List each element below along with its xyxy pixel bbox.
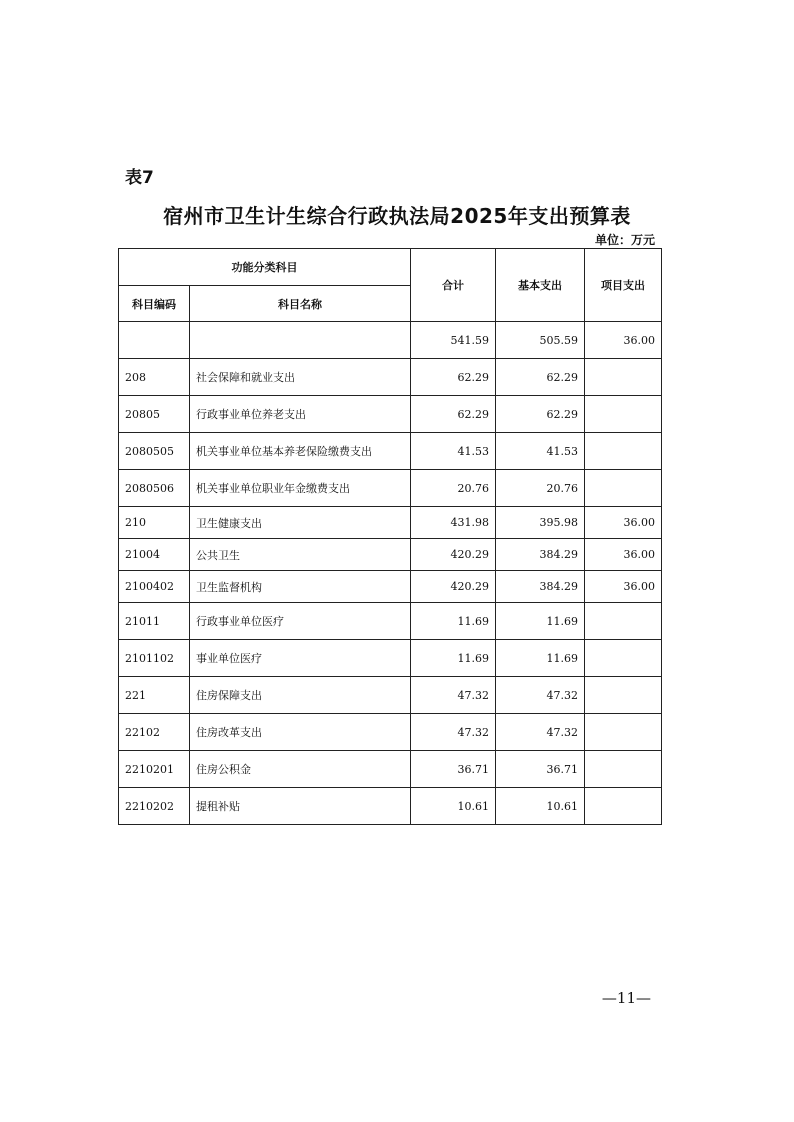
table-row [119,571,662,603]
table-row [119,640,662,677]
cell-name: 事业单位医疗 [190,640,411,677]
cell-code: 2080505 [119,433,190,470]
cell-project [585,470,662,507]
cell-project [585,433,662,470]
cell-code: 221 [119,677,190,714]
cell-name: 机关事业单位基本养老保险缴费支出 [190,433,411,470]
table-row [119,433,662,470]
cell-basic: 36.71 [496,751,585,788]
cell-name: 行政事业单位养老支出 [190,396,411,433]
table-row-total [119,322,662,359]
cell-name: 公共卫生 [190,539,411,571]
cell-basic: 47.32 [496,677,585,714]
cell-name [190,322,411,359]
header-subject-name: 科目名称 [190,286,411,322]
cell-total: 431.98 [411,507,496,539]
cell-basic: 395.98 [496,507,585,539]
cell-name: 机关事业单位职业年金缴费支出 [190,470,411,507]
table-row [119,788,662,825]
cell-name: 行政事业单位医疗 [190,603,411,640]
cell-total: 11.69 [411,603,496,640]
cell-total: 11.69 [411,640,496,677]
table-row [119,603,662,640]
cell-project [585,603,662,640]
page-number: —11— [601,989,651,1007]
cell-name: 住房公积金 [190,751,411,788]
budget-table [118,248,662,825]
table-row [119,507,662,539]
cell-project [585,640,662,677]
header-basic-expenditure: 基本支出 [496,249,585,322]
cell-name: 提租补贴 [190,788,411,825]
table-number: 表7 [125,168,154,188]
table-row [119,714,662,751]
cell-basic: 41.53 [496,433,585,470]
cell-basic: 505.59 [496,322,585,359]
cell-basic: 62.29 [496,359,585,396]
cell-code: 208 [119,359,190,396]
cell-project [585,714,662,751]
cell-code: 2210202 [119,788,190,825]
cell-basic: 62.29 [496,396,585,433]
cell-basic: 47.32 [496,714,585,751]
cell-code: 21004 [119,539,190,571]
cell-code: 21011 [119,603,190,640]
cell-project [585,359,662,396]
table-row [119,396,662,433]
cell-code: 22102 [119,714,190,751]
cell-basic: 384.29 [496,539,585,571]
cell-project [585,751,662,788]
cell-total: 10.61 [411,788,496,825]
cell-total: 541.59 [411,322,496,359]
header-subject-code: 科目编码 [119,286,190,322]
cell-project [585,396,662,433]
cell-total: 420.29 [411,571,496,603]
cell-basic: 11.69 [496,640,585,677]
cell-basic: 384.29 [496,571,585,603]
cell-project [585,788,662,825]
cell-code [119,322,190,359]
table-row [119,470,662,507]
cell-total: 47.32 [411,677,496,714]
cell-total: 36.71 [411,751,496,788]
cell-code: 2210201 [119,751,190,788]
unit-label: 单位：万元 [594,233,655,247]
header-function-classification: 功能分类科目 [119,249,411,286]
cell-basic: 20.76 [496,470,585,507]
cell-code: 210 [119,507,190,539]
cell-project: 36.00 [585,322,662,359]
cell-project [585,677,662,714]
table-row [119,677,662,714]
cell-code: 20805 [119,396,190,433]
cell-total: 41.53 [411,433,496,470]
cell-name: 住房保障支出 [190,677,411,714]
cell-name: 住房改革支出 [190,714,411,751]
cell-project: 36.00 [585,539,662,571]
cell-code: 2101102 [119,640,190,677]
cell-code: 2100402 [119,571,190,603]
cell-name: 社会保障和就业支出 [190,359,411,396]
header-total: 合计 [411,249,496,322]
cell-project: 36.00 [585,571,662,603]
cell-name: 卫生监督机构 [190,571,411,603]
table-row [119,539,662,571]
cell-total: 420.29 [411,539,496,571]
cell-basic: 10.61 [496,788,585,825]
table-row [119,751,662,788]
cell-project: 36.00 [585,507,662,539]
cell-code: 2080506 [119,470,190,507]
cell-total: 62.29 [411,359,496,396]
cell-total: 62.29 [411,396,496,433]
cell-basic: 11.69 [496,603,585,640]
document-title: 宿州市卫生计生综合行政执法局2025年支出预算表 [163,204,631,228]
cell-total: 47.32 [411,714,496,751]
table-row [119,359,662,396]
cell-total: 20.76 [411,470,496,507]
header-project-expenditure: 项目支出 [585,249,662,322]
cell-name: 卫生健康支出 [190,507,411,539]
